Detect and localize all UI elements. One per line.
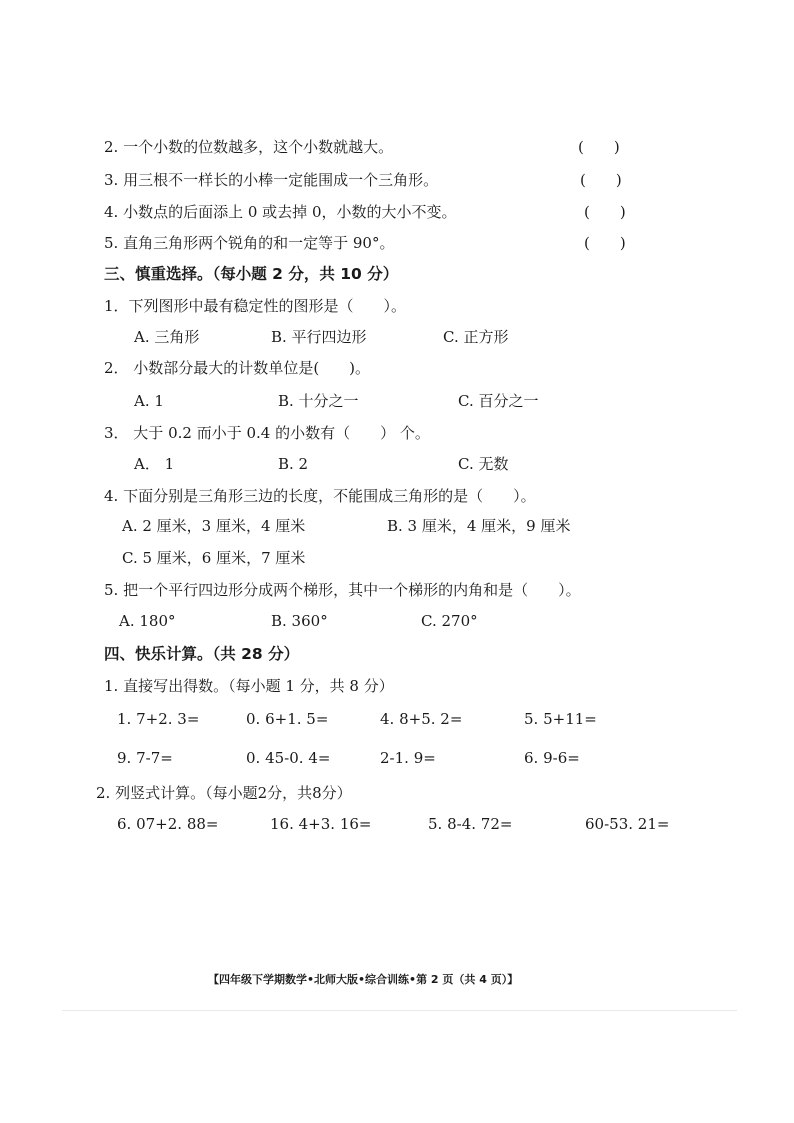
calc-problem: 2-1. 9=	[380, 749, 436, 767]
calc-subheading-2: 2. 列竖式计算。（每小题2分，共8分）	[96, 784, 352, 802]
section-heading-calc: 四、快乐计算。（共 28 分）	[104, 645, 300, 663]
answer-blank[interactable]: ( )	[580, 171, 622, 189]
judge-item-4	[104, 203, 457, 221]
choice-option-c[interactable]: C. 5 厘米，6 厘米，7 厘米	[122, 549, 306, 567]
calc-problem: 4. 8+5. 2=	[380, 710, 463, 728]
footer-divider	[62, 1010, 737, 1011]
choice-option-b[interactable]: B. 3 厘米，4 厘米，9 厘米	[387, 517, 571, 535]
calc-problem: 0. 6+1. 5=	[246, 710, 329, 728]
choice-option-b[interactable]: B. 360°	[271, 612, 328, 630]
calc-problem: 9. 7-7=	[117, 749, 173, 767]
choice-option-a[interactable]: A. 1	[134, 392, 164, 410]
choice-option-c[interactable]: C. 百分之一	[458, 392, 539, 410]
choice-option-b[interactable]: B. 平行四边形	[271, 328, 367, 346]
judge-item-5	[104, 234, 394, 252]
answer-blank[interactable]: ( )	[578, 138, 620, 156]
choice-question-1: 1．下列图形中最有稳定性的图形是（ ）。	[104, 297, 407, 315]
section-heading-choice: 三、慎重选择。（每小题 2 分，共 10 分）	[104, 265, 399, 283]
choice-option-c[interactable]: C. 270°	[421, 612, 478, 630]
choice-option-b[interactable]: B. 2	[278, 455, 309, 473]
judge-item-number: 2.	[104, 138, 119, 156]
judge-item-text: 一个小数的位数越多，这个小数就越大。	[123, 138, 394, 156]
choice-option-a[interactable]: A. 180°	[119, 612, 176, 630]
judge-item-number: 3.	[104, 171, 119, 189]
choice-option-b[interactable]: B. 十分之一	[278, 392, 359, 410]
calc-problem: 60-53. 21=	[585, 815, 670, 833]
choice-option-c[interactable]: C. 正方形	[443, 328, 509, 346]
calc-problem: 5. 5+11=	[524, 710, 597, 728]
choice-question-4: 4. 下面分别是三角形三边的长度，不能围成三角形的是（ ）。	[104, 487, 536, 505]
choice-option-c[interactable]: C. 无数	[458, 455, 509, 473]
judge-item-number: 5.	[104, 234, 119, 252]
judge-item-text: 用三根不一样长的小棒一定能围成一个三角形。	[123, 171, 439, 189]
answer-blank[interactable]: ( )	[584, 234, 626, 252]
judge-item-text: 小数点的后面添上 0 或去掉 0，小数的大小不变。	[123, 203, 457, 221]
judge-item-text: 直角三角形两个锐角的和一定等于 90°。	[123, 234, 395, 252]
calc-problem: 6. 9-6=	[524, 749, 580, 767]
judge-item-2	[104, 138, 393, 156]
judge-item-number: 4.	[104, 203, 119, 221]
choice-question-5: 5. 把一个平行四边形分成两个梯形，其中一个梯形的内角和是（ ）。	[104, 581, 581, 599]
calc-problem: 1. 7+2. 3=	[117, 710, 200, 728]
calc-problem: 5. 8-4. 72=	[428, 815, 513, 833]
calc-problem: 0. 45-0. 4=	[246, 749, 331, 767]
page-footer: 【四年级下学期数学•北师大版•综合训练•第 2 页（共 4 页）】	[208, 973, 519, 986]
choice-option-a[interactable]: A. 三角形	[134, 328, 200, 346]
calc-subheading-1: 1. 直接写出得数。（每小题 1 分，共 8 分）	[104, 677, 394, 695]
judge-item-3	[104, 171, 438, 189]
answer-blank[interactable]: ( )	[584, 203, 626, 221]
calc-problem: 16. 4+3. 16=	[270, 815, 372, 833]
choice-option-a[interactable]: A. 2 厘米，3 厘米，4 厘米	[122, 517, 306, 535]
choice-question-2: 2． 小数部分最大的计数单位是( )。	[104, 359, 371, 377]
choice-question-3: 3． 大于 0.2 而小于 0.4 的小数有（ ） 个。	[104, 424, 430, 442]
choice-option-a[interactable]: A． 1	[134, 455, 175, 473]
calc-problem: 6. 07+2. 88=	[117, 815, 219, 833]
